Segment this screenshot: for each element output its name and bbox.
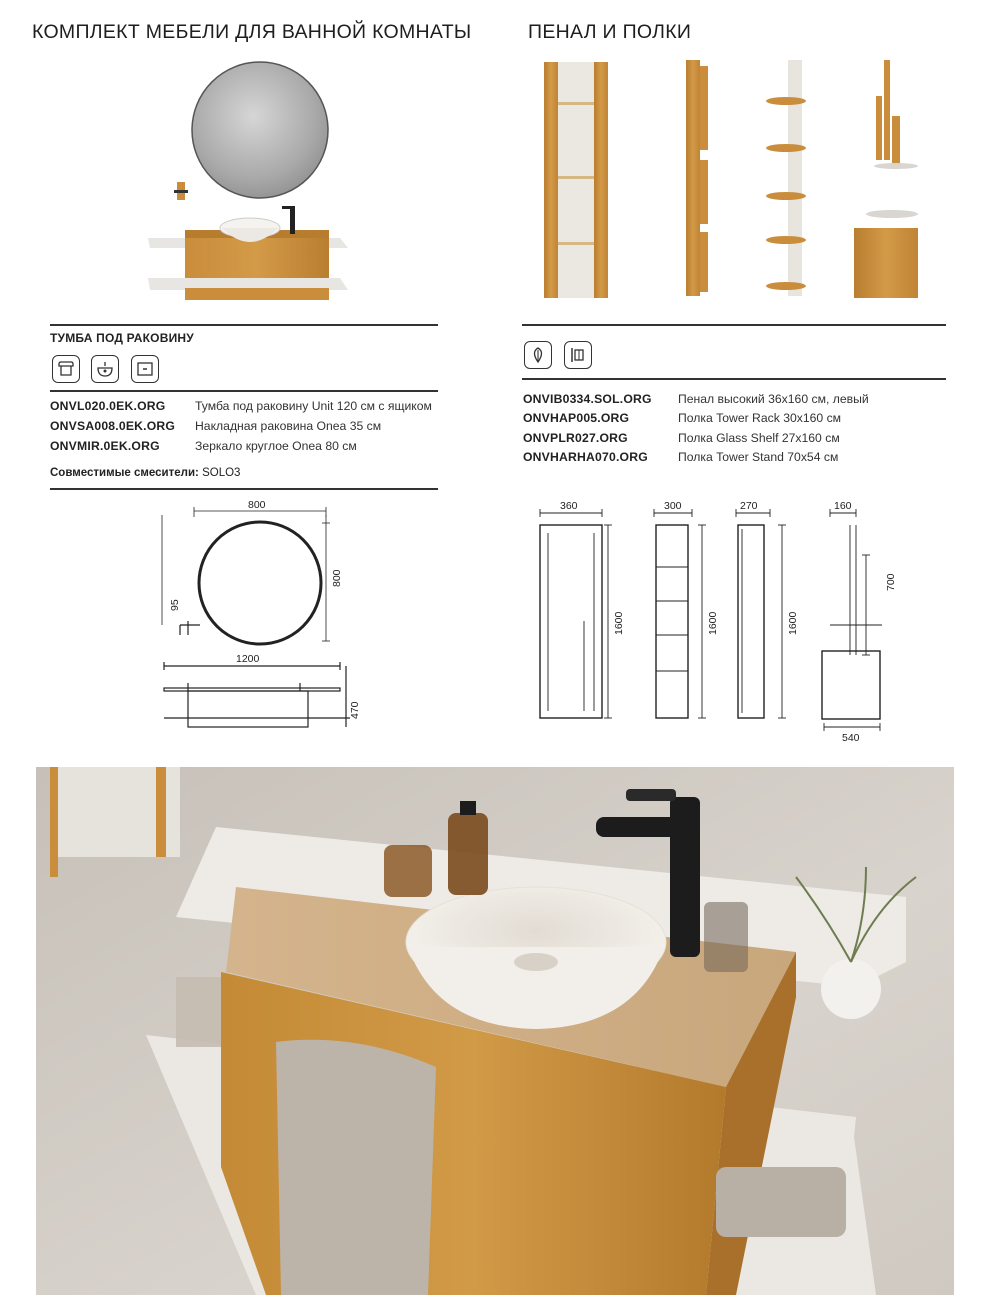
dim-mirror-height: 800	[331, 569, 343, 587]
vanity-set-render	[130, 60, 370, 310]
leaf-icon	[524, 341, 552, 369]
dim-stand-height: 700	[885, 573, 897, 591]
dim-mirror-width: 800	[248, 499, 266, 511]
dim-holder: 95	[169, 599, 181, 611]
vanity-dimension-drawing	[150, 495, 370, 745]
list-item: ONVSA008.0EK.ORG Накладная раковина Onea 35 см	[50, 419, 382, 433]
dim-stand-base: 540	[842, 732, 860, 744]
left-heading: КОМПЛЕКТ МЕБЕЛИ ДЛЯ ВАННОЙ КОМНАТЫ	[32, 21, 472, 43]
wall-mount-icon	[564, 341, 592, 369]
towel-icon	[52, 355, 80, 383]
interior-photo	[36, 767, 954, 1295]
vanity-section-title: ТУМБА ПОД РАКОВИНУ	[50, 331, 194, 345]
shelves-dimension-drawings	[530, 495, 910, 745]
right-heading: ПЕНАЛ И ПОЛКИ	[528, 21, 692, 43]
dim-glass-height: 1600	[787, 611, 799, 635]
compatible-mixers: Совместимые смесители: SOLO3	[50, 467, 241, 479]
dim-glass-width: 270	[740, 500, 758, 512]
list-item: ONVPLR027.ORG Полка Glass Shelf 27x160 см	[523, 431, 840, 445]
dim-vanity-width: 1200	[236, 653, 260, 665]
shelves-render	[536, 56, 926, 306]
dim-cabinet-height: 1600	[613, 611, 625, 635]
list-item: ONVL020.0EK.ORG Тумба под раковину Unit 120 см с ящиком	[50, 399, 432, 413]
round-mirror	[192, 62, 328, 198]
drawer-icon	[131, 355, 159, 383]
mirror-outline	[199, 522, 321, 644]
sink-drain-icon	[91, 355, 119, 383]
list-item: ONVHAP005.ORG Полка Tower Rack 30x160 см	[523, 411, 842, 425]
dim-rack-height: 1600	[707, 611, 719, 635]
list-item: ONVHARHA070.ORG Полка Tower Stand 70x54 см	[523, 450, 839, 464]
dim-vanity-height: 470	[349, 701, 361, 719]
list-item: ONVIB0334.SOL.ORG Пенал высокий 36х160 см, левый	[523, 392, 869, 406]
dim-cabinet-width: 360	[560, 500, 578, 512]
dim-rack-width: 300	[664, 500, 682, 512]
list-item: ONVMIR.0EK.ORG Зеркало круглое Onea 80 см	[50, 439, 357, 453]
dim-stand-width: 160	[834, 500, 852, 512]
